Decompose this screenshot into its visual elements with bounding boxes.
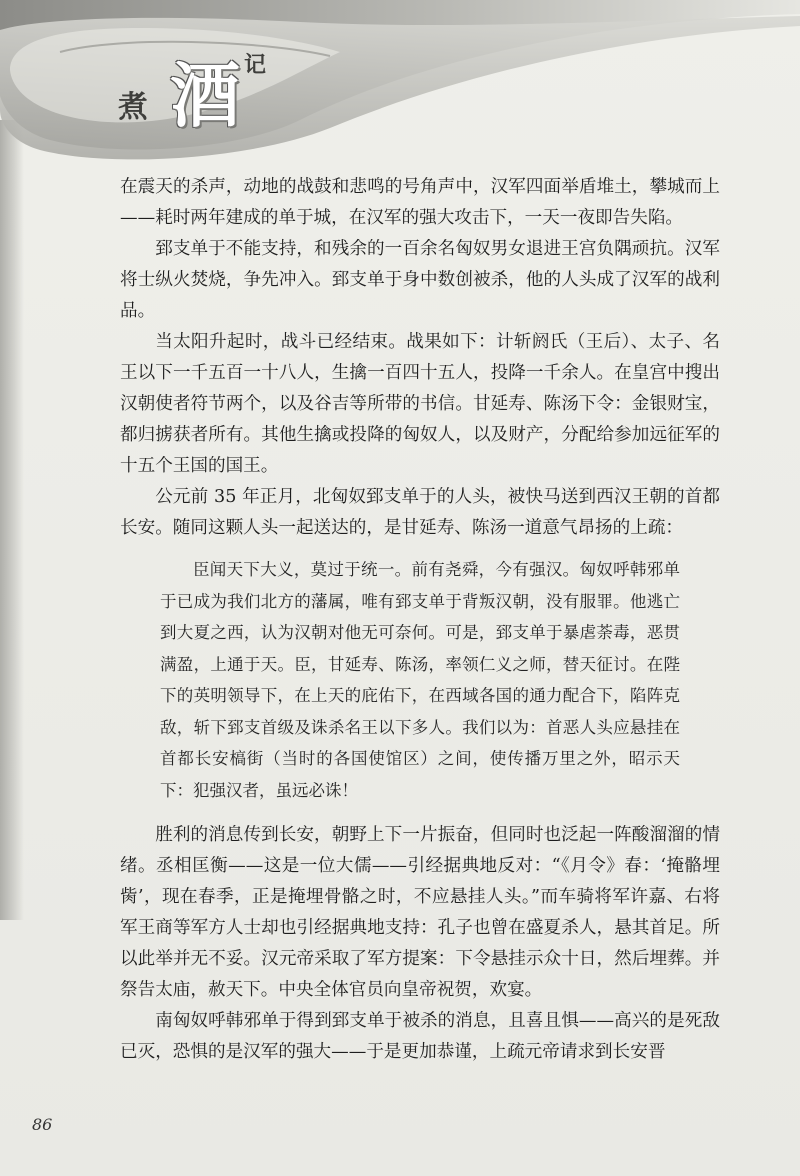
- paragraph: 南匈奴呼韩邪单于得到郅支单于被杀的消息，且喜且惧——高兴的是死敌已灭，恐惧的是汉军的强大——于是更加恭谨，上疏元帝请求到长安晋: [120, 1011, 720, 1062]
- article-body: [120, 172, 720, 1068]
- paragraph: 郅支单于不能支持，和残余的一百余名匈奴男女退进王宫负隅顽抗。汉军将士纵火焚烧，争先冲入。郅支单于身中数创被杀，他的人头成了汉军的战利品。: [120, 239, 720, 321]
- paragraph: 公元前 35 年正月，北匈奴郅支单于的人头，被快马送到西汉王朝的首都长安。随同这颗人头一起送达的，是甘延寿、陈汤一道意气昂扬的上疏：: [120, 487, 720, 538]
- memorial-quote: 臣闻天下大义，莫过于统一。前有尧舜，今有强汉。匈奴呼韩邪单于已成为我们北方的藩属，唯有郅支单于背叛汉朝，没有服罪。他逃亡到大夏之西，认为汉朝对他无可奈何。可是，郅支单于暴虐荼毒，恶贯满盈，上通于天。臣，甘延寿、陈汤，率领仁义之师，替天征讨。在陛下的英明领导下，在上天的庇佑下，在西域各国的通力配合下，陷阵克敌，斩下郅支首级及诛杀名王以下多人。我们以为：首恶人头应悬挂在首都长安槁街（当时的各国使馆区）之间，使传播万里之外，昭示天下：犯强汉者，虽远必诛！: [160, 560, 680, 800]
- header-title-prefix: 煮: [118, 90, 148, 125]
- left-margin-shadow: [0, 120, 24, 920]
- header-title-main: 酒: [170, 54, 240, 137]
- paragraph: 在震天的杀声，动地的战鼓和悲鸣的号角声中，汉军四面举盾堆土，攀城而上——耗时两年建成的单于城，在汉军的强大攻击下，一天一夜即告失陷。: [120, 177, 720, 228]
- header-title-suffix: 记: [244, 52, 267, 78]
- page-number: 86: [32, 1115, 53, 1134]
- paragraph: 胜利的消息传到长安，朝野上下一片振奋，但同时也泛起一阵酸溜溜的情绪。丞相匡衡——这是一位大儒——引经据典地反对：“《月令》春：‘掩骼埋胔’，现在春季，正是掩埋骨骼之时，不应悬挂人头。”而车骑将军许嘉、右将军王商等军方人士却也引经据典地支持：孔子也曾在盛夏杀人，悬其首足。所以此举并无不妥。汉元帝采取了军方提案：下令悬挂示众十日，然后埋葬。并祭告太庙，赦天下。中央全体官员向皇帝祝贺，欢宴。: [120, 825, 720, 1000]
- paragraph: 当太阳升起时，战斗已经结束。战果如下：计斩阏氏（王后）、太子、名王以下一千五百一十八人，生擒一百四十五人，投降一千余人。在皇宫中搜出汉朝使者符节两个，以及谷吉等所带的书信。甘延寿、陈汤下令：金银财宝，都归掳获者所有。其他生擒或投降的匈奴人，以及财产，分配给参加远征军的十五个王国的国王。: [120, 332, 720, 476]
